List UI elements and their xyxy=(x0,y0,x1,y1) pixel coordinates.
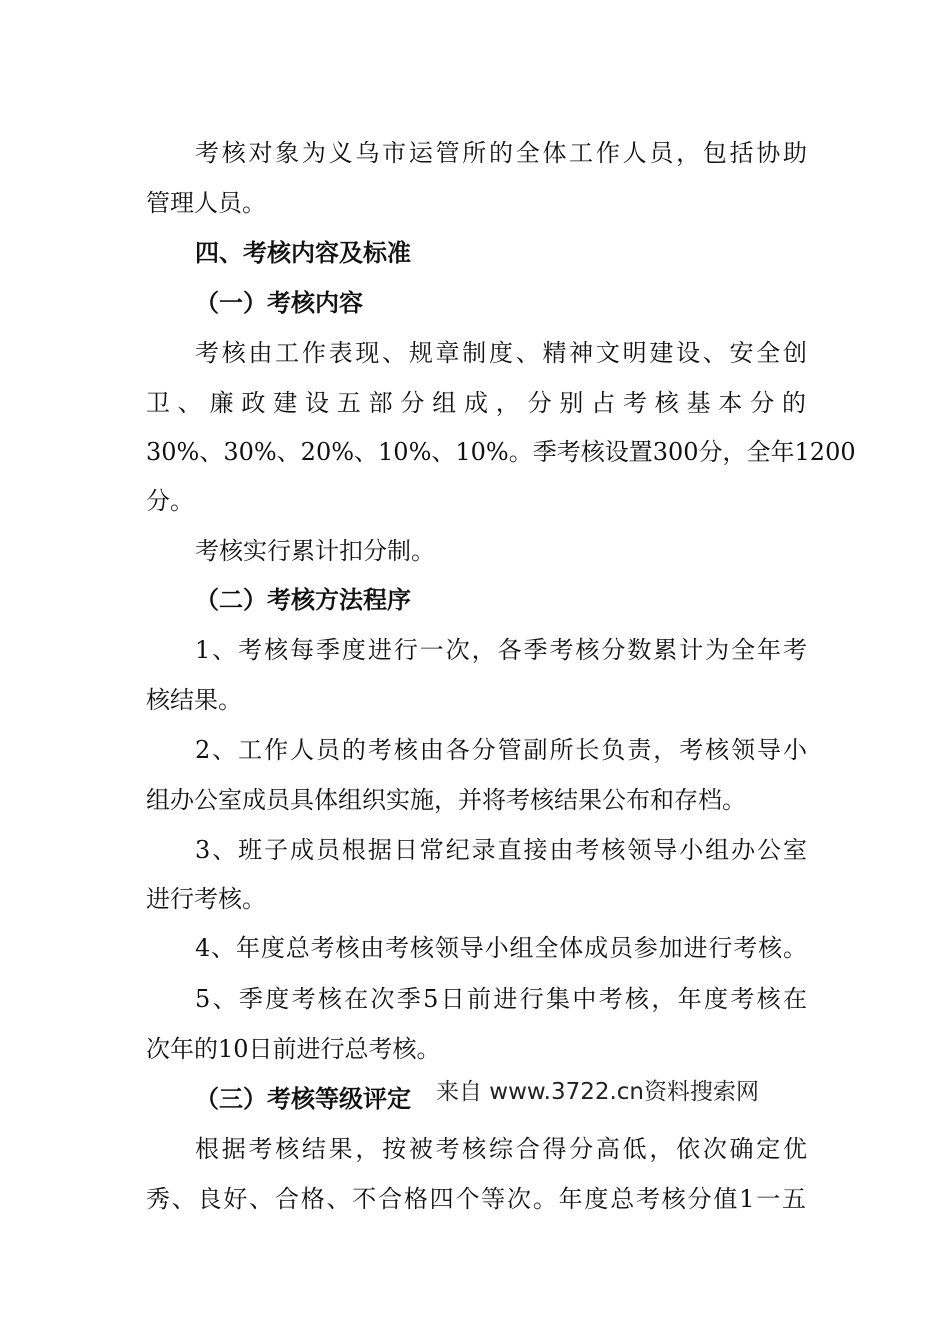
list-item-line: 2、工作人员的考核由各分管副所长负责，考核领导小 xyxy=(195,736,807,764)
paragraph-line: 考核由工作表现、规章制度、精神文明建设、安全创 xyxy=(195,339,807,367)
list-item-line: 1、考核每季度进行一次，各季考核分数累计为全年考 xyxy=(195,636,807,664)
list-item-line: 4、年度总考核由考核领导小组全体成员参加进行考核。 xyxy=(195,934,807,962)
paragraph-line: 根据考核结果，按被考核综合得分高低，依次确定优 xyxy=(195,1135,807,1163)
list-item-line: 次年的10日前进行总考核。 xyxy=(146,1035,441,1063)
paragraph-line: 考核实行累计扣分制。 xyxy=(195,537,435,565)
subsection-heading: （二）考核方法程序 xyxy=(195,585,411,614)
subsection-heading: （三）考核等级评定 xyxy=(195,1084,411,1113)
paragraph-line: 管理人员。 xyxy=(146,189,266,217)
paragraph-line: 分。 xyxy=(146,487,194,515)
section-heading: 四、考核内容及标准 xyxy=(195,238,411,267)
subsection-heading: （一）考核内容 xyxy=(195,288,363,317)
watermark: 来自 www.3722.cn资料搜索网 xyxy=(436,1079,760,1105)
list-item-line: 5、季度考核在次季5日前进行集中考核，年度考核在 xyxy=(195,985,807,1013)
list-item-line: 组办公室成员具体组织实施，并将考核结果公布和存档。 xyxy=(146,786,746,814)
list-item-line: 进行考核。 xyxy=(146,885,266,913)
paragraph-line: 30%、30%、20%、10%、10%。季考核设置300分，全年1200 xyxy=(146,438,856,466)
list-item-line: 核结果。 xyxy=(146,686,242,714)
paragraph-line: 卫、廉政建设五部分组成，分别占考核基本分的 xyxy=(146,389,806,417)
list-item-line: 3、班子成员根据日常纪录直接由考核领导小组办公室 xyxy=(195,836,807,864)
paragraph-line: 秀、良好、合格、不合格四个等次。年度总考核分值1一五 xyxy=(146,1185,806,1213)
paragraph-line: 考核对象为义乌市运管所的全体工作人员，包括协助 xyxy=(195,139,807,167)
